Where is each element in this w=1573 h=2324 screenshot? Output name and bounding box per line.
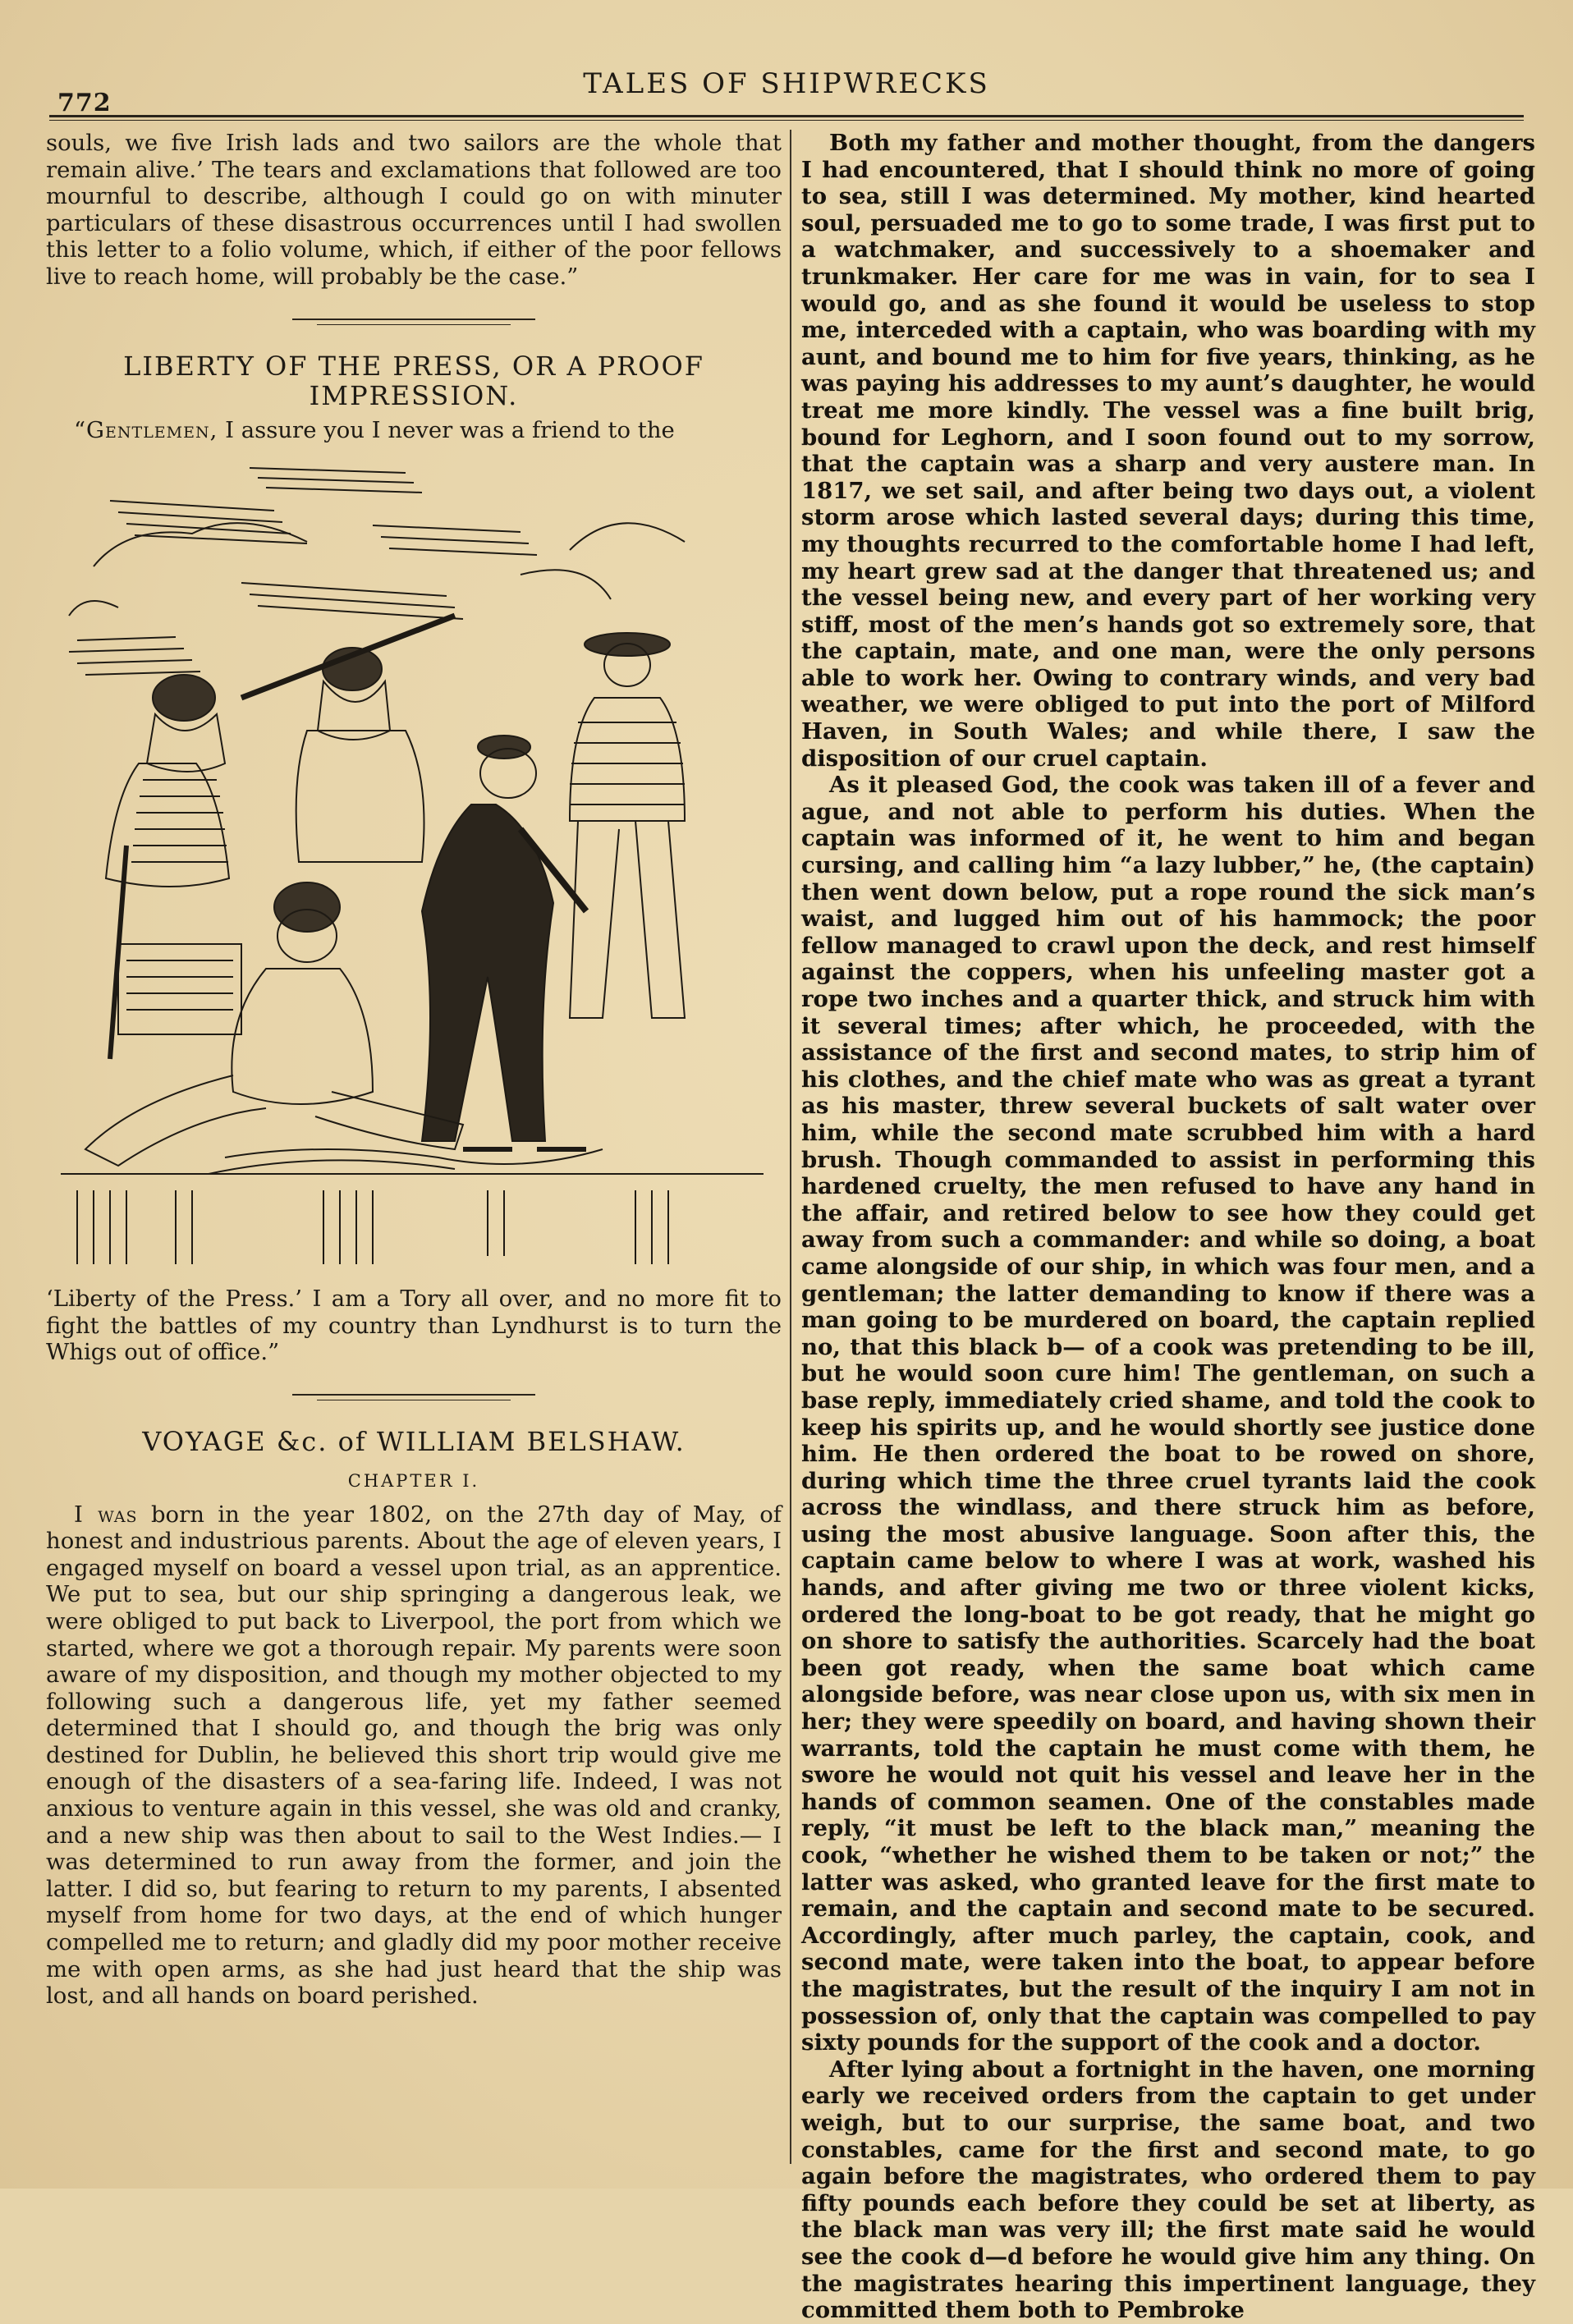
voyage-lead: I was xyxy=(74,1501,138,1528)
intro-lead: “Gentlemen, xyxy=(74,416,218,443)
seated-man xyxy=(85,882,463,1166)
chapter-heading: CHAPTER I. xyxy=(347,1470,480,1491)
article-closing: ‘Liberty of the Press.’ I am a Tory all over, and no more fit to fight the battles of my country than Lyndhurst is to turn the Whigs out of office.” xyxy=(46,1286,782,1366)
right-paragraph: As it pleased God, the cook was taken ill of a fever and ague, and not able to perform his duties. When the captain was informed of it, he went to him and began cursing, and calling him “a lazy lubber,” he, (the captain) then went down below, put a rope round the sick man’s waist, and lugged him out of his hammock; the poor fellow managed to crawl upon the deck, and rest himself against the coppers, when his unfeeling master got a rope two inches and a quarter thick, and struck him with it several times; after which, he proceeded, with the assistance of the first and second mates, to strip him of his clothes, and the chief mate who was as great a tyrant as his master, threw several buckets of salt water over him, while the second mate scrubbed him with a hard brush. Though commanded to assist in performing this hardened cruelty, the men refused to have any hand in the affair, and retired below to see how they could get away from such a commander: and while so doing, a boat came alongside of our ship, in which was four men, and a gentleman; the latter demanding to know if there was a man going to be murdered on board, the captain replied no, that this black b— of a cook was pretending to be ill, but he would soon cure him! The gentleman, on such a base reply, immediately cried shame, and told the cook to keep his spirits up, and he would shortly see justice done him. He then ordered the boat to be rowed on shore, during which time the three cruel tyrants laid the cook across the windlass, and there struck him as before, using the most abusive language. Soon after this, the captain came below to where I was at work, washed his hands, and after giving me two or three violent kicks, ordered the long-boat to be got ready, that he might go on shore to satisfy the authorities. Scarcely had the boat been got ready, when the same boat which came alongside before, was near close upon us, with six men in her; they were speedily on board, and having shown their warrants, told the captain he must come with them, he swore he would not quit his vessel and leave her in the hands of common seamen. One of the constables made reply, “it must be left to the black man,” meaning the cook, “whether he wished them to be taken or not;” the latter was asked, who granted leave for the first mate to remain, and the captain and second mate to be secured. Accordingly, after much parley, the captain, cook, and second mate, were taken into the boat, to appear before the magistrates, but the result of the inquiry I am not in possession of, only that the captain was compelled to pay sixty pounds for the support of the cook and a doctor. xyxy=(801,772,1535,2056)
opening-paragraph: souls, we five Irish lads and two sailors are the whole that remain alive.’ The tears and exclamations that followed are too mournful to describe, although I could go on with minuter particulars of these disastrous occurrences until I had swollen this letter to a folio volume, which, if either of the poor fellows live to reach home, will probably be the case.” xyxy=(46,130,782,290)
left-column xyxy=(46,130,782,2170)
right-paragraph: Both my father and mother thought, from the dangers I had encountered, that I should think no more of going to sea, still I was determined. My mother, kind hearted soul, persuaded me to go to some trade, I was first put to a watchmaker, and successively to a shoemaker and trunkmaker. Her care for me was in vain, for to sea I would go, and as she found it would be useless to stop me, interceded with a captain, who was boarding with my aunt, and bound me to him for five years, thinking, as he was paying his addresses to my aunt’s daughter, he would treat me more kindly. The vessel was a fine built brig, bound for Leghorn, and I soon found out to my sorrow, that the captain was a sharp and very austere man. In 1817, we set sail, and after being two days out, a violent storm arose which lasted several days; during this time, my thoughts recurred to the comfortable home I had left, my heart grew sad at the danger that threatened us; and the vessel being new, and every part of her working very stiff, most of the men’s hands got so extremely sore, that the captain, mate, and one man, were the only persons able to work her. Owing to contrary winds, and very bad weather, we were obliged to put into the port of Milford Haven, in South Wales; and while there, I saw the disposition of our cruel captain. xyxy=(801,130,1535,772)
center-sailor xyxy=(241,616,455,862)
page-number: 772 xyxy=(57,89,112,117)
deck-hatching xyxy=(61,1149,764,1264)
right-striped-sailor xyxy=(570,633,685,1018)
section-divider xyxy=(292,319,535,325)
intro-rest: I assure you I never was a friend to the xyxy=(218,416,675,443)
running-title: TALES OF SHIPWRECKS xyxy=(583,67,990,100)
standing-man xyxy=(422,736,586,1149)
article-intro xyxy=(46,417,782,444)
voyage-text: born in the year 1802, on the 27th day of May, of honest and industrious parents. About the age of eleven years, I engaged myself on board a vessel upon trial, as an apprentice. We put to sea, but our ship springing a dangerous leak, we were obliged to put back to Liverpool, the port from which we started, where we got a thorough repair. My parents were soon aware of my disposition, and though my mother objected to my following such a dangerous life, yet my father seemed determined that I should go, and though the brig was only destined for Dublin, he believed this short trip would give me enough of the disasters of a sea-faring life. Indeed, I was not anxious to venture again in this vessel, she was old and cranky, and a new ship was then about to sail to the West Indies.— I was determined to run away from the former, and join the latter. I did so, but fearing to return to my parents, I absented myself from home for two days, at the end of which hunger compelled me to return; and gladly did my poor mother receive me with open arms, as she had just heard that the ship was lost, and all hands on board perished. xyxy=(46,1501,782,2010)
right-column xyxy=(801,130,1535,2324)
article-title-box xyxy=(46,351,782,410)
section-divider xyxy=(292,1394,535,1400)
right-paragraph: After lying about a fortnight in the haven, one morning early we received orders from the captain to get under weigh, but to our surprise, the same boat, and two constables, came for the first and second mate, to go again before the magistrates, who ordered them to pay fifty pounds each before they could be set at liberty, as the black man was very ill; the first mate said he would see the cook d—d before he would give him any thing. On the magistrates hearing this impertinent language, they committed them both to Pembroke xyxy=(801,2056,1535,2324)
voyage-paragraph xyxy=(46,1501,782,2010)
woodcut-illustration xyxy=(61,452,764,1274)
article-title-voyage: VOYAGE &c. of WILLIAM BELSHAW. xyxy=(142,1425,686,1457)
header-rule xyxy=(49,115,1524,121)
article-title-liberty: LIBERTY OF THE PRESS, OR A PROOF IMPRESSION. xyxy=(123,350,704,411)
left-sailor xyxy=(106,675,229,1059)
column-divider xyxy=(790,130,791,2164)
